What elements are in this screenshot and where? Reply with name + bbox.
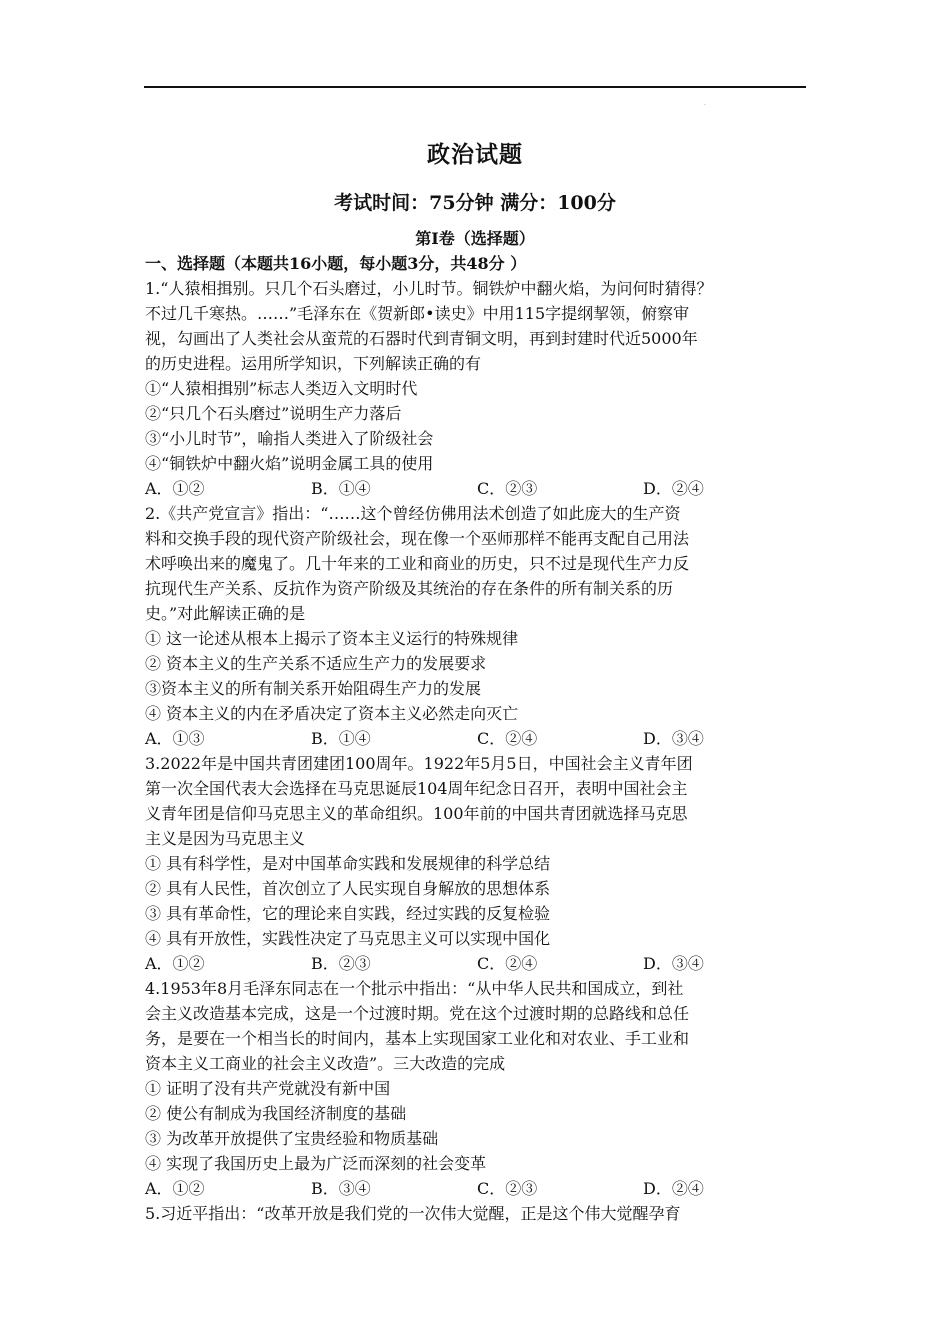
answer-options — [145, 476, 810, 501]
page-title: 政治试题 — [427, 141, 523, 168]
decorative-dot: . — [704, 100, 706, 107]
question-stem-line: 4.1953年8月毛泽东同志在一个批示中指出：“从中华人民共和国成立，到社 — [145, 979, 684, 998]
statement-item: ④ 具有开放性，实践性决定了马克思主义可以实现中国化 — [145, 929, 551, 948]
part-heading: 第Ⅰ卷（选择题） — [415, 229, 535, 248]
statement-item: ③“小儿时节”，喻指人类进入了阶级社会 — [145, 429, 434, 448]
section-heading: 一、选择题（本题共16小题，每小题3分，共48分 ） — [145, 254, 527, 273]
question-5 — [145, 1201, 810, 1226]
statement-item: ②“只几个石头磨过”说明生产力落后 — [145, 404, 402, 423]
question-stem-line: 抗现代生产关系、反抗作为资产阶级及其统治的存在条件的所有制关系的历 — [145, 579, 674, 598]
answer-option[interactable]: B．①④ — [311, 729, 371, 748]
answer-options — [145, 726, 810, 751]
answer-option[interactable]: A．①② — [145, 1179, 205, 1198]
answer-option[interactable]: A．①③ — [145, 729, 205, 748]
question-stem-line: 资本主义工商业的社会主义改造”。三大改造的完成 — [145, 1054, 506, 1073]
exam-content — [145, 251, 810, 1226]
answer-option[interactable]: B．②③ — [311, 954, 371, 973]
question-stem-line: 术呼唤出来的魔鬼了。几十年来的工业和商业的历史，只不过是现代生产力反 — [145, 554, 690, 573]
exam-info: 考试时间：75分钟 满分：100分 — [334, 192, 616, 214]
question-list — [145, 276, 810, 1226]
question-stem-line: 的历史进程。运用所学知识，下列解读正确的有 — [145, 354, 482, 373]
answer-option[interactable]: C．②③ — [477, 1179, 538, 1198]
statement-item: ② 资本主义的生产关系不适应生产力的发展要求 — [145, 654, 487, 673]
answer-option[interactable]: C．②③ — [477, 479, 538, 498]
answer-option[interactable]: A．①② — [145, 954, 205, 973]
statement-item: ② 使公有制成为我国经济制度的基础 — [145, 1104, 407, 1123]
question-2 — [145, 501, 810, 751]
answer-option[interactable]: A．①② — [145, 479, 205, 498]
question-stem-line: 义青年团是信仰马克思主义的革命组织。100年前的中国共青团就选择马克思 — [145, 804, 688, 823]
statement-item: ③ 具有革命性，它的理论来自实践，经过实践的反复检验 — [145, 904, 551, 923]
question-stem-line: 5.习近平指出：“改革开放是我们党的一次伟大觉醒，正是这个伟大觉醒孕育 — [145, 1204, 681, 1223]
statement-item: ③资本主义的所有制关系开始阻碍生产力的发展 — [145, 679, 482, 698]
question-stem-line: 视，勾画出了人类社会从蛮荒的石器时代到青铜文明，再到封建时代近5000年 — [145, 329, 698, 348]
statement-item: ④ 资本主义的内在矛盾决定了资本主义必然走向灭亡 — [145, 704, 519, 723]
statement-item: ④ 实现了我国历史上最为广泛而深刻的社会变革 — [145, 1154, 487, 1173]
answer-option[interactable]: D．③④ — [643, 954, 704, 973]
question-stem-line: 3.2022年是中国共青团建团100周年。1922年5月5日，中国社会主义青年团 — [145, 754, 693, 773]
question-stem-line: 不过几千寒热。……”毛泽东在《贺新郎•读史》中用115字提纲挈领，俯察审 — [145, 304, 690, 323]
question-stem-line: 主义是因为马克思主义 — [145, 829, 306, 848]
answer-option[interactable]: C．②④ — [477, 729, 538, 748]
question-1 — [145, 276, 810, 501]
answer-option[interactable]: B．①④ — [311, 479, 371, 498]
statement-item: ① 证明了没有共产党就没有新中国 — [145, 1079, 391, 1098]
statement-item: ③ 为改革开放提供了宝贵经验和物质基础 — [145, 1129, 439, 1148]
question-stem-line: 会主义改造基本完成，这是一个过渡时期。党在这个过渡时期的总路线和总任 — [145, 1004, 690, 1023]
question-4 — [145, 976, 810, 1201]
statement-item: ① 这一论述从根本上揭示了资本主义运行的特殊规律 — [145, 629, 519, 648]
answer-option[interactable]: D．②④ — [643, 1179, 704, 1198]
question-stem-line: 1.“人猿相揖别。只几个石头磨过，小儿时节。铜铁炉中翻火焰，为问何时猜得？ — [145, 279, 713, 298]
question-stem-line: 务，是要在一个相当长的时间内，基本上实现国家工业化和对农业、手工业和 — [145, 1029, 690, 1048]
question-stem-line: 史。”对此解读正确的是 — [145, 604, 306, 623]
answer-option[interactable]: B．③④ — [311, 1179, 371, 1198]
header-rule — [144, 86, 806, 88]
question-3 — [145, 751, 810, 976]
question-stem-line: 料和交换手段的现代资产阶级社会，现在像一个巫师那样不能再支配自己用法 — [145, 529, 690, 548]
statement-item: ①“人猿相揖别”标志人类迈入文明时代 — [145, 379, 418, 398]
question-stem-line: 2.《共产党宣言》指出：“……这个曾经仿佛用法术创造了如此庞大的生产资 — [145, 504, 681, 523]
question-stem-line: 第一次全国代表大会选择在马克思诞辰104周年纪念日召开，表明中国社会主 — [145, 779, 688, 798]
statement-item: ② 具有人民性，首次创立了人民实现自身解放的思想体系 — [145, 879, 551, 898]
answer-option[interactable]: C．②④ — [477, 954, 538, 973]
answer-options — [145, 1176, 810, 1201]
statement-item: ④“铜铁炉中翻火焰”说明金属工具的使用 — [145, 454, 434, 473]
answer-options — [145, 951, 810, 976]
answer-option[interactable]: D．②④ — [643, 479, 704, 498]
answer-option[interactable]: D．③④ — [643, 729, 704, 748]
statement-item: ① 具有科学性，是对中国革命实践和发展规律的科学总结 — [145, 854, 551, 873]
